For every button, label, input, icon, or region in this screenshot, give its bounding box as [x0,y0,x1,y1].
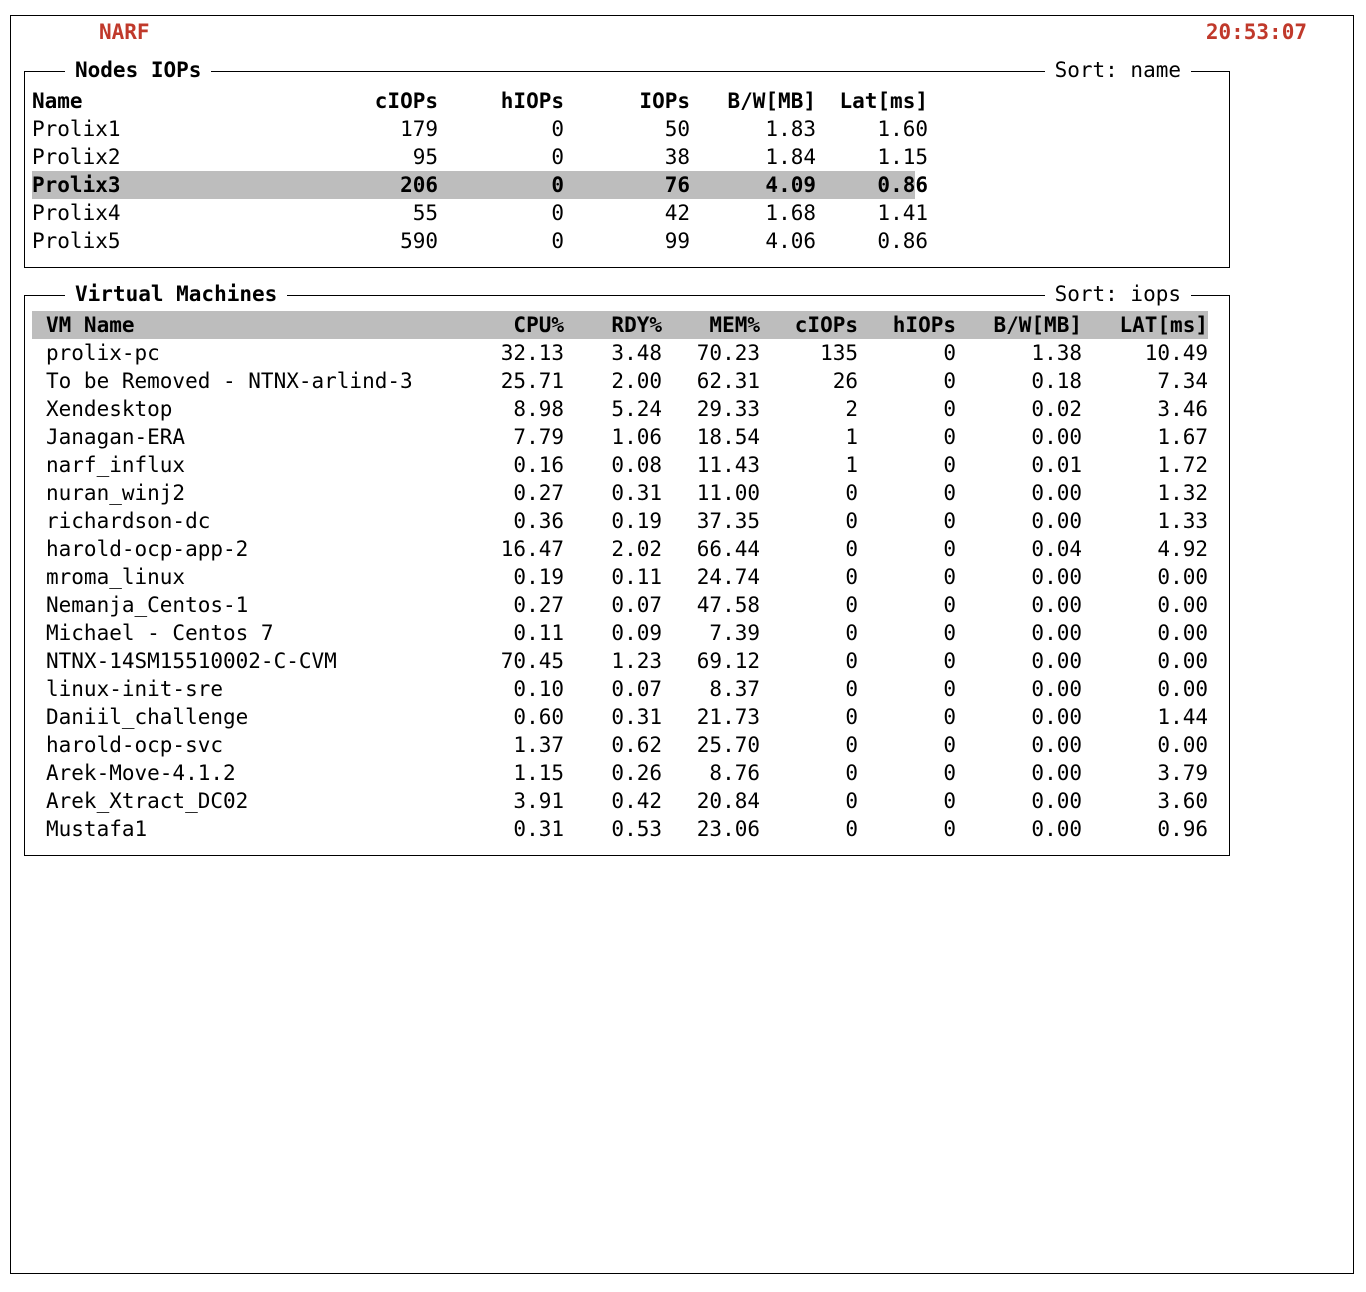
table-cell: 0 [845,733,858,757]
table-cell: 42 [664,201,690,225]
table-cell: 1.33 [1157,509,1208,533]
table-cell: 21.73 [696,705,760,729]
table-cell: 18.54 [696,425,760,449]
table-cell: 2 [845,397,858,421]
table-cell: 1.41 [877,201,928,225]
virtual-machines-panel [24,282,1230,856]
table-cell: 1.44 [1157,705,1208,729]
nodes-iops-panel [24,58,1230,268]
table-cell: Janagan-ERA [46,425,186,449]
table-cell: 0.31 [611,705,662,729]
table-cell: linux-init-sre [46,677,224,701]
table-cell: 7.34 [1157,369,1208,393]
table-cell: 0.00 [1157,621,1208,645]
table-cell: 0.11 [611,565,662,589]
table-row[interactable] [32,647,1208,675]
table-cell: narf_influx [46,453,186,477]
table-cell: 0.00 [1031,761,1082,785]
table-cell: 95 [412,145,438,169]
column-header: Lat[ms] [839,89,928,113]
table-cell: 8.98 [513,397,564,421]
table-cell: Prolix2 [32,145,121,169]
table-cell: 0.11 [513,621,564,645]
table-cell: 29.33 [696,397,760,421]
table-cell: 0.04 [1031,537,1082,561]
app-title: NARF [87,19,162,45]
table-cell: 0 [551,173,564,197]
table-cell: 7.79 [513,425,564,449]
table-cell: 0 [845,621,858,645]
table-cell: 3.60 [1157,789,1208,813]
table-cell: 0.00 [1157,593,1208,617]
table-row[interactable] [32,563,1208,591]
table-cell: 1.84 [765,145,816,169]
nodes-sort-label[interactable]: Sort: name [1045,57,1191,83]
table-cell: 0.00 [1031,593,1082,617]
vm-panel-title: Virtual Machines [65,281,287,307]
table-cell: 0 [943,369,956,393]
table-cell: 0.08 [611,453,662,477]
table-row[interactable] [32,591,1208,619]
table-cell: 3.79 [1157,761,1208,785]
table-cell: 135 [820,341,858,365]
table-cell: 1.15 [513,761,564,785]
table-cell: 0.07 [611,677,662,701]
table-cell: 0 [845,677,858,701]
column-header: MEM% [709,313,760,337]
table-cell: 0.01 [1031,453,1082,477]
table-cell: 0 [845,649,858,673]
column-header: Name [32,89,83,113]
table-cell: Daniil_challenge [46,705,249,729]
table-cell: 62.31 [696,369,760,393]
table-cell: 0.62 [611,733,662,757]
table-cell: 0 [943,537,956,561]
table-cell: 4.06 [765,229,816,253]
column-header: CPU% [513,313,564,337]
table-cell: 1.37 [513,733,564,757]
table-cell: 11.00 [696,481,760,505]
table-cell: 0.00 [1031,705,1082,729]
table-cell: 0 [943,509,956,533]
nodes-panel-title: Nodes IOPs [65,57,211,83]
table-row[interactable] [32,423,1208,451]
table-cell: 0 [845,481,858,505]
table-cell: 0 [943,789,956,813]
table-cell: 1 [845,425,858,449]
table-cell: mroma_linux [46,565,186,589]
table-cell: Arek_Xtract_DC02 [46,789,249,813]
column-header: cIOPs [374,89,438,113]
table-cell: 7.39 [709,621,760,645]
table-cell: 0 [943,621,956,645]
table-cell: Xendesktop [46,397,173,421]
table-row[interactable] [32,507,1208,535]
table-cell: prolix-pc [46,341,160,365]
table-cell: 0 [943,453,956,477]
table-row[interactable] [32,731,1208,759]
table-cell: 0 [943,565,956,589]
table-cell: 37.35 [696,509,760,533]
table-cell: 5.24 [611,397,662,421]
table-cell: 0.16 [513,453,564,477]
table-cell: 1.15 [877,145,928,169]
table-row[interactable] [32,395,1208,423]
table-row[interactable] [32,451,1208,479]
table-cell: 4.09 [765,173,816,197]
table-row[interactable] [32,619,1208,647]
table-cell: 10.49 [1144,341,1208,365]
table-cell: Prolix3 [32,173,121,197]
table-row[interactable] [32,171,928,199]
table-cell: 0.00 [1157,733,1208,757]
table-cell: 2.02 [611,537,662,561]
table-cell: 0 [943,817,956,841]
table-cell: 0.09 [611,621,662,645]
table-cell: 11.43 [696,453,760,477]
table-cell: 50 [664,117,690,141]
table-row[interactable] [32,367,1208,395]
table-cell: richardson-dc [46,509,211,533]
table-cell: 1.72 [1157,453,1208,477]
column-header: RDY% [611,313,662,337]
table-cell: 0.00 [1031,649,1082,673]
table-cell: 0 [845,509,858,533]
table-row[interactable] [32,815,1208,843]
table-cell: 0.00 [1031,481,1082,505]
table-cell: 0.00 [1031,733,1082,757]
table-cell: 0 [845,705,858,729]
table-cell: 0.07 [611,593,662,617]
table-cell: 0.86 [877,229,928,253]
table-cell: 1.83 [765,117,816,141]
table-cell: 0.18 [1031,369,1082,393]
table-row[interactable] [32,759,1208,787]
table-cell: 99 [664,229,690,253]
column-header: cIOPs [794,313,858,337]
table-cell: 3.46 [1157,397,1208,421]
table-cell: 0 [943,593,956,617]
table-cell: 0.86 [877,173,928,197]
table-cell: 0.31 [611,481,662,505]
table-cell: 0.00 [1157,677,1208,701]
table-row[interactable] [32,787,1208,815]
table-cell: Prolix1 [32,117,121,141]
table-cell: 2.00 [611,369,662,393]
column-header: VM Name [46,313,135,337]
table-row[interactable] [32,703,1208,731]
table-row[interactable] [32,479,1208,507]
table-cell: 0.96 [1157,817,1208,841]
table-cell: 1 [845,453,858,477]
table-cell: 8.76 [709,761,760,785]
clock: 20:53:07 [1194,19,1319,45]
table-cell: 70.23 [696,341,760,365]
table-cell: 0 [943,733,956,757]
table-cell: 0.36 [513,509,564,533]
table-cell: 0.31 [513,817,564,841]
table-cell: 0.00 [1031,789,1082,813]
table-cell: 0 [551,229,564,253]
table-cell: 0 [943,425,956,449]
table-cell: 0 [943,761,956,785]
table-cell: 0.00 [1031,621,1082,645]
table-row[interactable] [32,199,928,227]
table-row[interactable] [32,143,928,171]
table-cell: 70.45 [500,649,564,673]
table-cell: 25.70 [696,733,760,757]
table-cell: 0.19 [611,509,662,533]
table-cell: Michael - Centos 7 [46,621,274,645]
table-row[interactable] [32,535,1208,563]
column-header: hIOPs [892,313,956,337]
vm-sort-label[interactable]: Sort: iops [1045,281,1191,307]
table-cell: 0 [943,677,956,701]
table-cell: NTNX-14SM15510002-C-CVM [46,649,337,673]
table-cell: 0.19 [513,565,564,589]
table-cell: 76 [664,173,690,197]
column-header: B/W[MB] [993,313,1082,337]
table-cell: 590 [400,229,438,253]
table-cell: 179 [400,117,438,141]
table-row[interactable] [32,227,928,255]
table-cell: Prolix5 [32,229,121,253]
table-cell: 0 [551,145,564,169]
table-cell: 23.06 [696,817,760,841]
table-cell: 0 [845,593,858,617]
column-header: LAT[ms] [1119,313,1208,337]
table-cell: 0.60 [513,705,564,729]
table-cell: 1.23 [611,649,662,673]
table-cell: 0.10 [513,677,564,701]
table-cell: 1.38 [1031,341,1082,365]
column-header: hIOPs [500,89,564,113]
table-cell: 1.06 [611,425,662,449]
table-cell: 3.48 [611,341,662,365]
table-cell: 0 [845,817,858,841]
table-cell: 1.67 [1157,425,1208,449]
table-cell: 3.91 [513,789,564,813]
column-header: B/W[MB] [727,89,816,113]
table-cell: 206 [400,173,438,197]
table-cell: To be Removed - NTNX-arlind-3 [46,369,413,393]
table-cell: 0.42 [611,789,662,813]
table-cell: nuran_winj2 [46,481,186,505]
table-cell: 0 [845,565,858,589]
table-cell: 0 [845,789,858,813]
table-cell: Nemanja_Centos-1 [46,593,249,617]
table-cell: 0 [943,341,956,365]
table-cell: 0.00 [1031,677,1082,701]
table-cell: 20.84 [696,789,760,813]
table-cell: 0 [845,537,858,561]
table-cell: 0 [943,705,956,729]
table-cell: Arek-Move-4.1.2 [46,761,236,785]
nodes-header-row [32,87,928,115]
table-cell: 25.71 [500,369,564,393]
table-row[interactable] [32,115,928,143]
table-cell: 0.00 [1157,565,1208,589]
table-cell: 0.00 [1031,425,1082,449]
table-cell: 26 [832,369,858,393]
table-cell: 1.60 [877,117,928,141]
table-row[interactable] [32,675,1208,703]
table-cell: 0 [845,761,858,785]
table-cell: 1.68 [765,201,816,225]
table-cell: 0 [943,481,956,505]
table-cell: 0.02 [1031,397,1082,421]
table-cell: 16.47 [500,537,564,561]
table-cell: 0.53 [611,817,662,841]
table-cell: harold-ocp-svc [46,733,224,757]
table-cell: 1.32 [1157,481,1208,505]
table-cell: 0.27 [513,593,564,617]
table-cell: 66.44 [696,537,760,561]
table-cell: 0.00 [1157,649,1208,673]
table-cell: 0 [943,397,956,421]
table-cell: 0.26 [611,761,662,785]
table-cell: 0.00 [1031,509,1082,533]
table-cell: 0.00 [1031,817,1082,841]
vms-header-row [32,311,1208,339]
table-cell: 0 [943,649,956,673]
table-cell: 55 [412,201,438,225]
table-cell: 69.12 [696,649,760,673]
table-cell: 47.58 [696,593,760,617]
table-cell: 24.74 [696,565,760,589]
table-cell: Prolix4 [32,201,121,225]
table-cell: Mustafa1 [46,817,148,841]
table-cell: 0 [551,201,564,225]
table-cell: 32.13 [500,341,564,365]
table-cell: 0 [551,117,564,141]
table-cell: 38 [664,145,690,169]
table-cell: 0.00 [1031,565,1082,589]
table-row[interactable] [32,339,1208,367]
table-cell: harold-ocp-app-2 [46,537,249,561]
table-cell: 8.37 [709,677,760,701]
table-cell: 4.92 [1157,537,1208,561]
table-cell: 0.27 [513,481,564,505]
column-header: IOPs [639,89,690,113]
